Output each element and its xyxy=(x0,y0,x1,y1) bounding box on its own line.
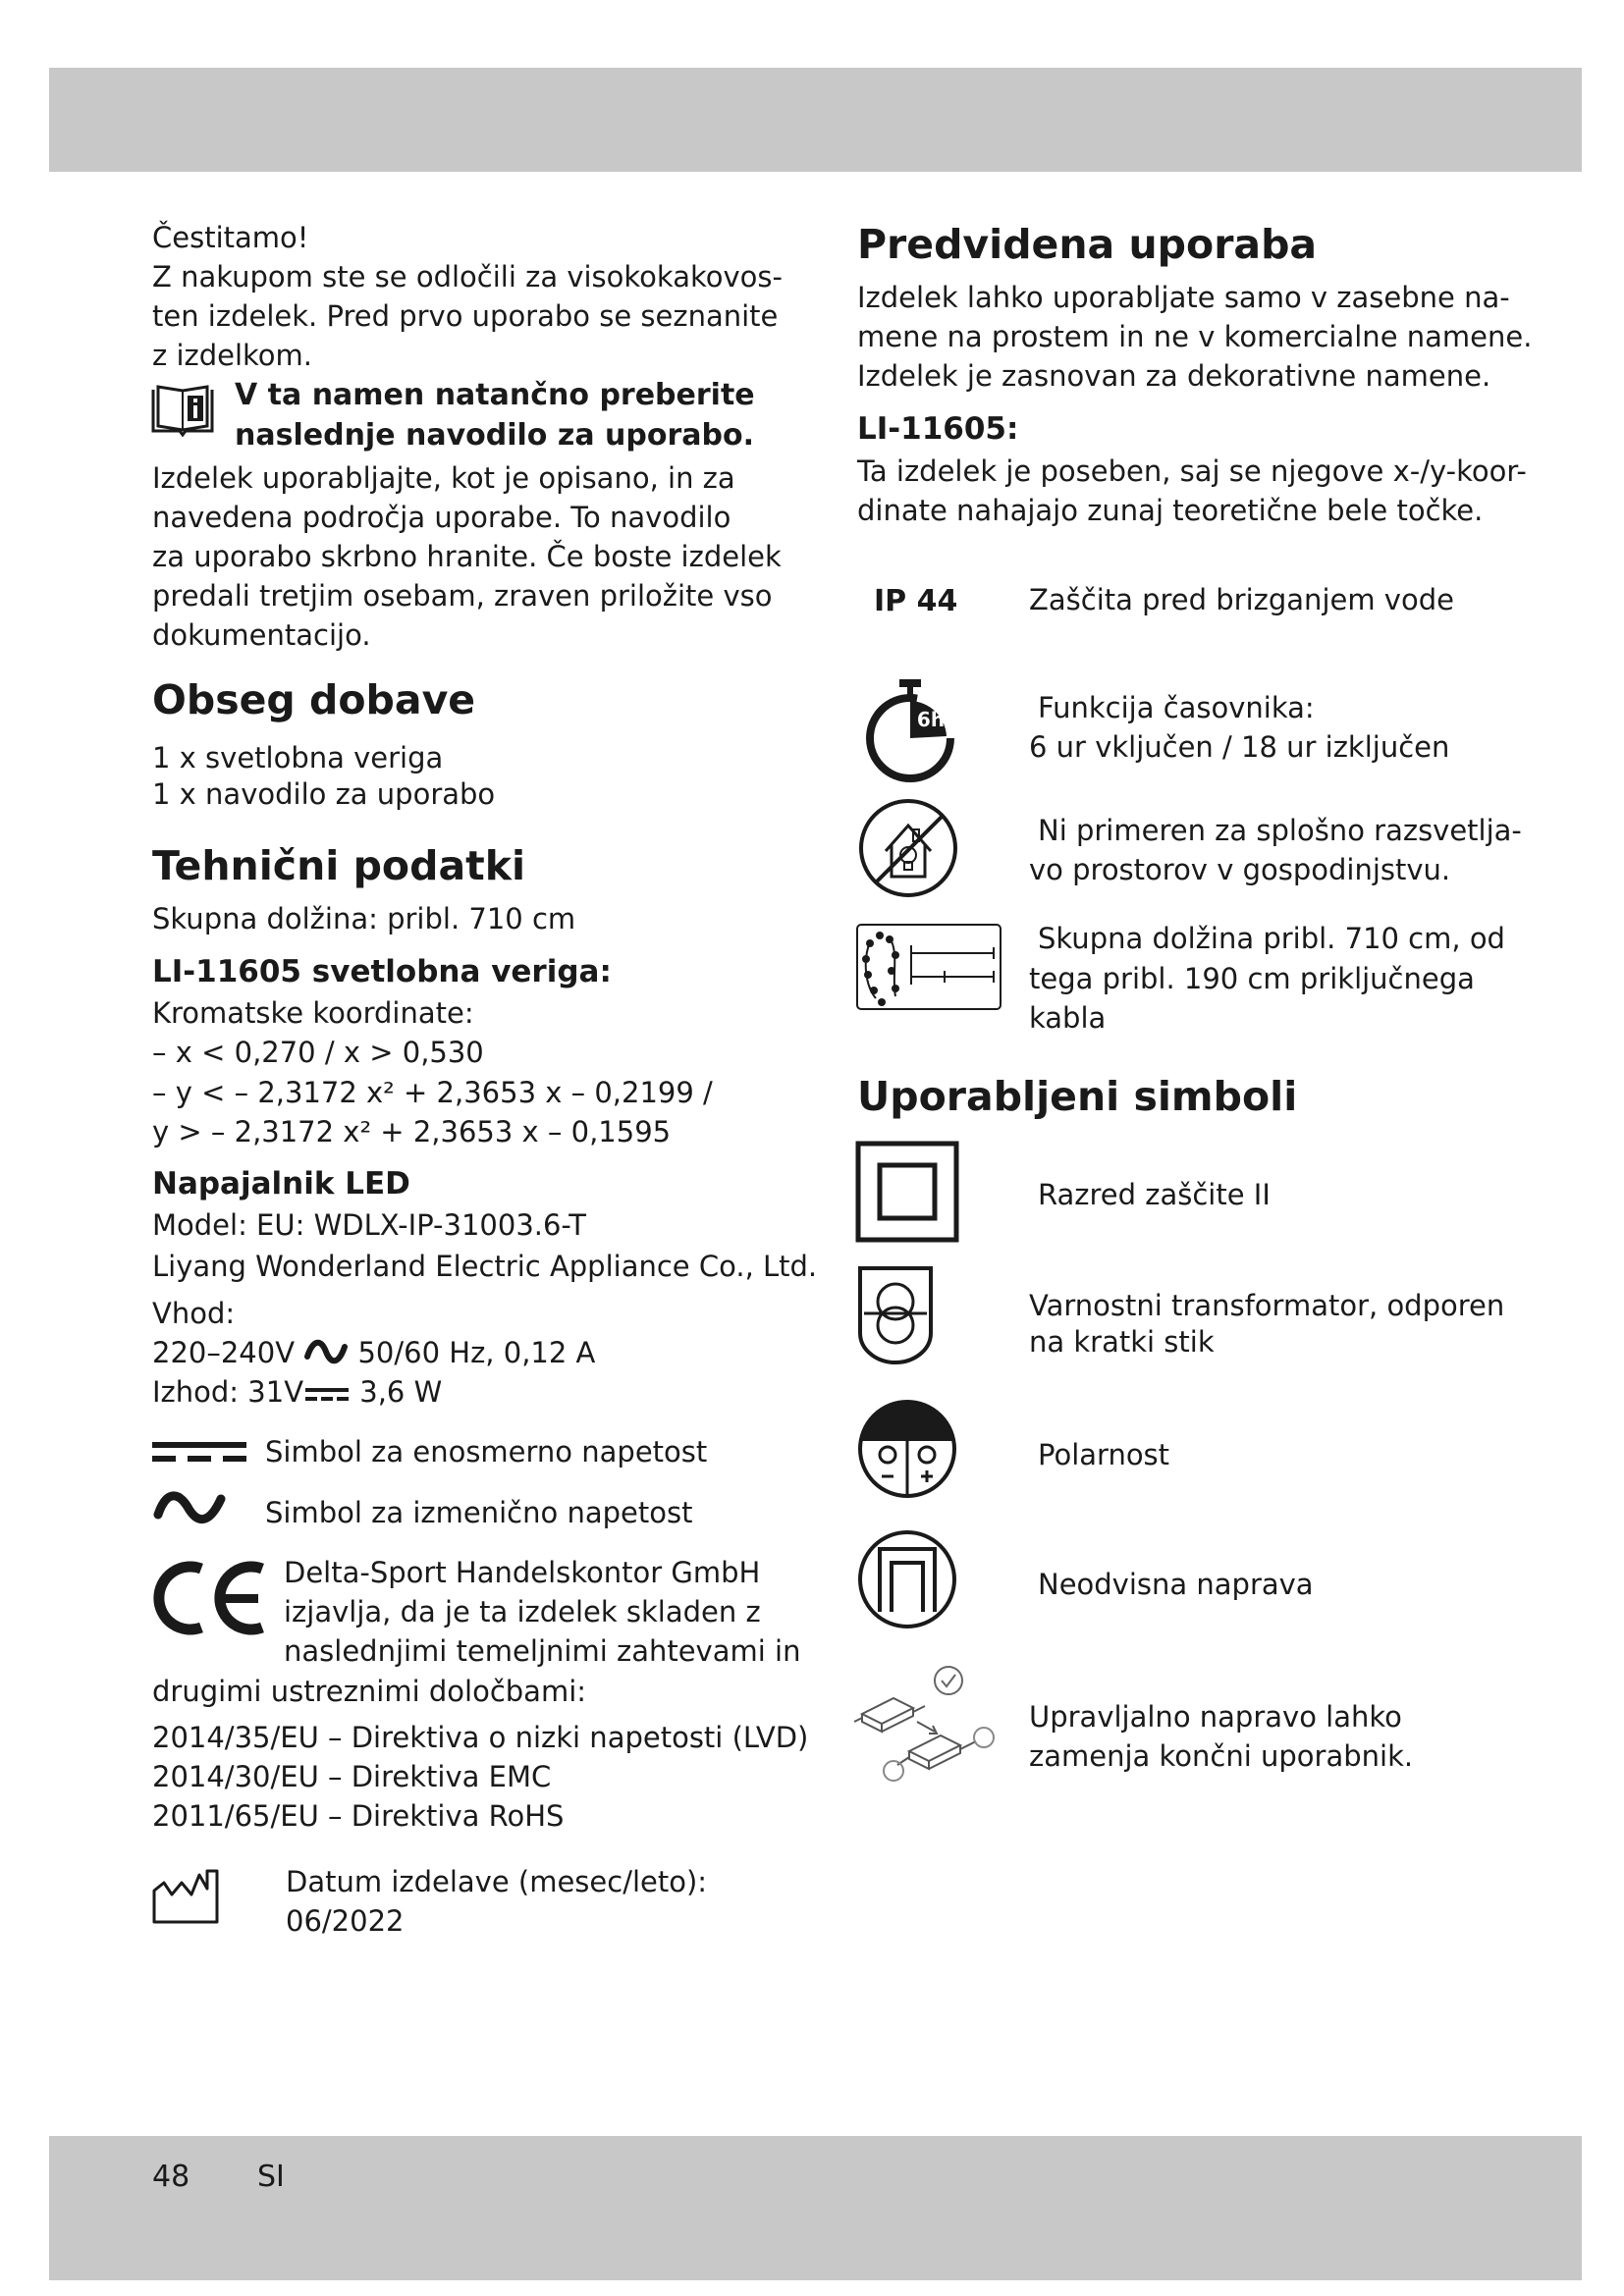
ac-icon xyxy=(303,1335,349,1374)
replace-line: zamenja končni uporabnik. xyxy=(1029,1739,1414,1773)
psu-heading: Napajalnik LED xyxy=(152,1166,410,1201)
input-voltage: 220–240V xyxy=(152,1336,296,1369)
ac-voltage-icon xyxy=(152,1487,227,1528)
notice-line: V ta namen natančno preberite xyxy=(235,378,755,412)
intended-heading: Predvidena uporaba xyxy=(857,221,1318,268)
manufacture-date: 06/2022 xyxy=(286,1904,405,1938)
read-manual-icon xyxy=(150,382,215,437)
intro-line: ten izdelek. Pred prvo uporabo se seznanite xyxy=(152,299,779,333)
scope-item: 1 x navodilo za uporabo xyxy=(152,777,496,811)
input-line xyxy=(152,1333,595,1374)
polarity-text: Polarnost xyxy=(1038,1438,1170,1471)
length-line: Skupna dolžina pribl. 710 cm, od xyxy=(1038,922,1505,955)
model-heading: LI-11605: xyxy=(857,411,1019,447)
transformer-line: na kratki stik xyxy=(1029,1325,1215,1359)
timer-line: Funkcija časovnika: xyxy=(1038,691,1315,724)
independent-text: Neodvisna naprava xyxy=(1038,1568,1314,1601)
directive-line: 2014/30/EU – Direktiva EMC xyxy=(152,1760,552,1793)
output-line xyxy=(152,1372,442,1414)
intended-line: Izdelek je zasnovan za dekorativne namene. xyxy=(857,359,1491,393)
length-line: kabla xyxy=(1029,1001,1107,1035)
model-line: dinate nahajajo zunaj teoretične bele točke. xyxy=(857,494,1484,527)
chain-heading: LI-11605 svetlobna veriga: xyxy=(152,954,612,989)
footer-band xyxy=(49,2136,1582,2280)
page-number: 48 xyxy=(152,2160,190,2194)
scope-item: 1 x svetlobna veriga xyxy=(152,741,444,774)
tech-heading: Tehnični podatki xyxy=(152,842,526,889)
total-length-icon xyxy=(856,924,1001,1010)
chroma-line: Kromatske koordinate: xyxy=(152,996,474,1030)
protection-class-ii-icon xyxy=(855,1141,959,1243)
ip-text: Zaščita pred brizganjem vode xyxy=(1029,583,1454,616)
no-household-lighting-icon xyxy=(856,796,960,900)
transformer-line: Varnostni transformator, odporen xyxy=(1029,1289,1505,1322)
timer-line: 6 ur vključen / 18 ur izključen xyxy=(1029,730,1450,764)
psu-maker: Liyang Wonderland Electric Appliance Co., Ltd. xyxy=(152,1250,818,1283)
greeting: Čestitamo! xyxy=(152,221,309,254)
usage-line: za uporabo skrbno hranite. Če boste izdelek xyxy=(152,540,782,573)
chroma-line: – x < 0,270 / x > 0,530 xyxy=(152,1036,484,1069)
ip-rating-label: IP 44 xyxy=(874,584,958,618)
polarity-icon xyxy=(856,1398,958,1500)
chroma-line: y > – 2,3172 x² + 2,3653 x – 0,1595 xyxy=(152,1115,672,1148)
intro-line: z izdelkom. xyxy=(152,339,312,372)
output-voltage: Izhod: 31V xyxy=(152,1375,304,1409)
symbols-heading: Uporabljeni simboli xyxy=(857,1073,1298,1120)
output-power: 3,6 W xyxy=(359,1375,443,1409)
class2-text: Razred zaščite II xyxy=(1038,1178,1271,1211)
chroma-line: – y < – 2,3172 x² + 2,3653 x – 0,2199 / xyxy=(152,1076,713,1109)
replaceable-control-gear-icon xyxy=(854,1663,1011,1800)
ce-mark-icon xyxy=(150,1561,266,1635)
input-frequency: 50/60 Hz, 0,12 A xyxy=(357,1336,596,1369)
directive-line: 2011/65/EU – Direktiva RoHS xyxy=(152,1799,565,1833)
psu-model: Model: EU: WDLX-IP-31003.6-T xyxy=(152,1208,586,1242)
length-line: tega pribl. 190 cm priključnega xyxy=(1029,962,1475,995)
total-length: Skupna dolžina: pribl. 710 cm xyxy=(152,902,576,935)
usage-line: navedena področja uporabe. To navodilo xyxy=(152,501,731,534)
dc-icon xyxy=(303,1374,351,1414)
usage-line: dokumentacijo. xyxy=(152,618,371,652)
dc-voltage-icon xyxy=(152,1440,246,1466)
ce-text-line: naslednjimi temeljnimi zahtevami in xyxy=(284,1634,801,1668)
household-line: vo prostorov v gospodinjstvu. xyxy=(1029,853,1451,886)
manufacturer-date-icon xyxy=(150,1869,221,1926)
independent-device-icon xyxy=(856,1527,958,1631)
safety-transformer-icon xyxy=(856,1264,935,1366)
household-line: Ni primeren za splošno razsvetlja- xyxy=(1038,814,1522,847)
dc-symbol-text: Simbol za enosmerno napetost xyxy=(265,1435,708,1468)
intended-line: mene na prostem in ne v komercialne namene. xyxy=(857,320,1533,353)
input-label: Vhod: xyxy=(152,1297,236,1330)
timer-icon-label: 6h xyxy=(916,708,946,731)
language-code: SI xyxy=(257,2160,285,2194)
timer-icon xyxy=(860,679,962,783)
directive-line: 2014/35/EU – Direktiva o nizki napetosti (LVD) xyxy=(152,1721,809,1754)
header-band xyxy=(49,68,1582,172)
model-line: Ta izdelek je poseben, saj se njegove x-/y-koor- xyxy=(857,454,1527,488)
notice-line: naslednje navodilo za uporabo. xyxy=(235,418,754,453)
usage-line: Izdelek uporabljajte, kot je opisano, in za xyxy=(152,461,735,495)
usage-line: predali tretjim osebam, zraven priložite vso xyxy=(152,579,773,613)
ce-text-line: drugimi ustreznimi določbami: xyxy=(152,1675,587,1708)
intro-line: Z nakupom ste se odločili za visokokakovos- xyxy=(152,260,783,294)
ce-text-line: Delta-Sport Handelskontor GmbH xyxy=(284,1556,761,1589)
replace-line: Upravljalno napravo lahko xyxy=(1029,1700,1402,1734)
manufacture-label: Datum izdelave (mesec/leto): xyxy=(286,1865,708,1898)
scope-heading: Obseg dobave xyxy=(152,676,476,723)
ac-symbol-text: Simbol za izmenično napetost xyxy=(265,1496,693,1529)
ce-text-line: izjavlja, da je ta izdelek skladen z xyxy=(284,1595,761,1629)
intended-line: Izdelek lahko uporabljate samo v zasebne na- xyxy=(857,281,1510,314)
